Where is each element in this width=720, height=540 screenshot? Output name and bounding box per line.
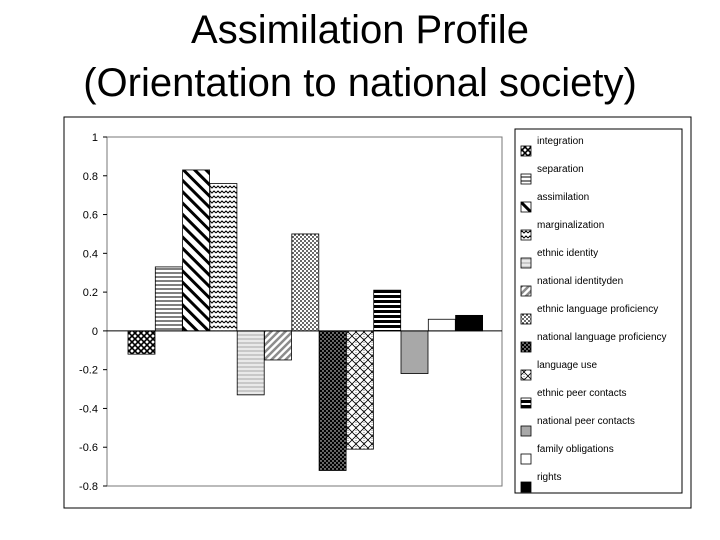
legend-swatch [521,398,531,408]
legend-label: ethnic language proficiency [537,304,659,315]
legend-swatch [521,146,531,156]
bar-assimilation [183,170,210,331]
bar-rights [456,315,483,331]
y-tick-label: -0.6 [79,442,98,455]
legend-label: national language proficiency [537,332,667,343]
chart-title-line-1: Assimilation Profile [191,8,529,52]
y-tick-label: 1 [91,132,98,144]
bar-language-use [346,331,373,449]
y-tick-label: 0.4 [82,248,98,261]
legend-swatch [521,426,531,436]
legend-label: marginalization [537,220,605,231]
legend-swatch [521,482,531,492]
legend-label: language use [537,360,598,371]
y-tick-label: 0.8 [82,170,98,183]
y-tick-label: 0 [91,325,98,338]
legend-swatch [521,286,531,296]
y-tick-label: -0.4 [79,403,98,416]
bar-national-identityden [265,331,292,360]
chart-title-line-2: (Orientation to national society) [83,61,637,105]
legend-label: ethnic peer contacts [537,388,627,399]
bar-family-obligations [428,319,455,331]
bar-national-peer-contacts [401,331,428,374]
bar-ethnic-language-proficiency [292,234,319,331]
y-tick-label: 0.6 [82,209,98,222]
y-tick-label: -0.8 [79,481,98,493]
legend-label: separation [537,164,584,175]
legend-swatch [521,370,531,380]
legend-swatch [521,342,531,352]
bar-ethnic-identity [237,331,264,395]
bar-separation [155,267,182,331]
legend-swatch [521,314,531,324]
legend-label: family obligations [537,444,614,455]
legend-swatch [521,230,531,240]
bar-ethnic-peer-contacts [374,290,401,331]
y-tick-label: 0.2 [82,287,98,300]
y-tick-label: -0.2 [79,364,98,377]
legend-label: rights [537,472,562,483]
bar-marginalization [210,184,237,331]
bar-national-language-proficiency [319,331,346,471]
legend-label: national identityden [537,276,624,287]
legend-swatch [521,202,531,212]
legend-swatch [521,258,531,268]
legend-label: assimilation [537,192,590,203]
legend-swatch [521,454,531,464]
legend-swatch [521,174,531,184]
bar-integration [128,331,155,354]
legend-label: ethnic identity [537,248,599,259]
legend-label: integration [537,136,584,147]
legend-label: national peer contacts [537,416,635,427]
